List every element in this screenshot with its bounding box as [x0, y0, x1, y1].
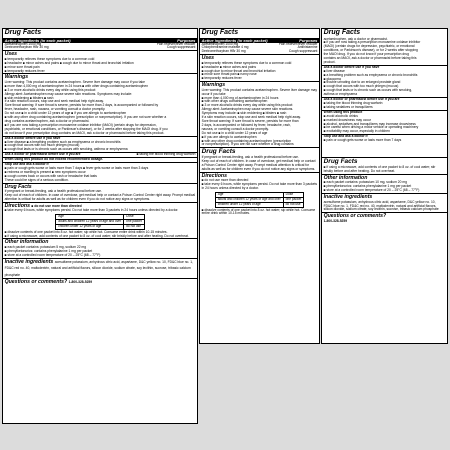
- warning-line: product.: [323, 59, 336, 64]
- ask-pharmacist-line: ■ taking sedatives or tranquilizers: [323, 104, 373, 109]
- other-info-line: ■ phenylketonurics: contains phenylalanine 1 mg per packet: [323, 184, 412, 189]
- dosage-table: [215, 192, 305, 207]
- warning-line: nausea, or vomiting consult a doctor promptly.: [201, 126, 269, 131]
- uses-line: ■ headache ■ minor aches and pains ■ cough due to minor throat and bronchial irritation: [4, 60, 134, 65]
- warning-line: If a skin reaction occurs, stop use and seek medical help right away.: [4, 99, 104, 104]
- warning-line: ■ with other drugs containing acetaminophen: [201, 99, 268, 104]
- drug-facts-panel-3: [321, 28, 448, 344]
- warning-line: 2 days, is accompanied or followed by fever, headache, rash,: [201, 122, 291, 127]
- warning-line: (MAOI) (certain drugs for depression, psychiatric, or emotional: [323, 44, 415, 49]
- active-ingredient-row: Acetaminophen 1000 mg Pain reliever/fever reducer: [4, 41, 196, 46]
- active-ingredients-header: Active ingredients (in each packet) Purposes: [201, 37, 318, 43]
- warning-line: psychiatric, or emotional conditions, or Parkinson's disease), or for 2 weeks after stopping the MAOI drug. If you: [4, 126, 168, 131]
- active-ingredients-header: Active ingredients (in each packet) Purposes: [4, 37, 196, 43]
- warning-line: Liver warning: This product contains acetaminophen. Severe liver damage may occur if you take: [201, 87, 317, 96]
- ask-doctor-line: ■ cough that occurs with too much phlegm (mucus): [4, 143, 80, 148]
- other-info-line: ■ phenylketonurics: contains phenylalanine 1 mg per packet: [4, 248, 93, 253]
- when-using-line: ■ be careful when driving a motor vehicle or operating machinery: [323, 125, 419, 130]
- drug-facts-panel-2: [199, 28, 320, 344]
- table-row: Age Dose: [215, 193, 304, 198]
- warning-line: contains an MAOI, ask a doctor or pharmacist before taking this: [323, 56, 417, 61]
- stop-use-header: Stop use and ask a doctor if: [3, 162, 197, 167]
- directions-line: ■ do not use more than directed: [201, 178, 249, 183]
- uses-line: ■ minor sore throat pain: [4, 64, 40, 69]
- ask-pharmacist-row: Ask a doctor or pharmacist before use if you are ■ taking the blood thinning drug warfarin: [4, 152, 196, 157]
- keep-out-of-reach: Keep out of reach of children. In case of overdose, get medical help or contact a Poison Control Center right away. Prompt medical attention is critical for adults as well as for children even if you do not notice any signs or symptoms.: [4, 193, 196, 201]
- uses-header: Uses: [200, 54, 319, 62]
- ask-pharmacist-line: ■ taking the blood thinning drug warfarin: [323, 101, 383, 105]
- when-using-header: When using this product: [322, 110, 447, 115]
- warning-line: Do not use ■ in a child under 12 years of age: [201, 130, 268, 135]
- other-info-line: ■ each packet contains: potassium 5 mg, sodium 22 mg: [4, 244, 87, 249]
- table-row: children under 12 years of age do not use: [215, 202, 304, 207]
- warning-line: Allergy alert: Acetaminophen may cause severe skin reactions.: [201, 107, 294, 112]
- table-row: Age Dose: [56, 215, 145, 220]
- warning-line: ■ with any other drug containing acetaminophen (prescription or nonprescription). If you are not sure whether a: [4, 115, 167, 120]
- directions-line: ■ take every 6 hours, while symptoms persist. Do not take more than 3 packets in 24 hours unless directed by a doctor.: [4, 208, 179, 213]
- uses-line: ■ temporarily relieves these symptoms due to a common cold: [4, 56, 95, 61]
- ask-doctor-line: ■ trouble urinating due to an enlarged prostate gland: [323, 80, 401, 85]
- warning-line: drug contains acetaminophen, ask a doctor or pharmacist.: [4, 119, 90, 123]
- inactive-ingredients-header: Inactive ingredients: [322, 193, 447, 201]
- pregnancy-warning: If pregnant or breast-feeding, ask a health professional before use.: [201, 155, 299, 160]
- directions-line: ■ if using a microwave, add contents of one packet to 8 oz. of cool water; stir briskly before and after heating. Do not overheat.: [323, 165, 436, 173]
- uses-line: ■ temporarily reduces fever: [4, 68, 45, 73]
- active-ingredient-row: Dextromethorphan HBr 30 mg Cough suppressant: [4, 45, 196, 50]
- warning-line: ■ if you are now taking a prescription monoamine oxidase inhibitor: [323, 40, 421, 45]
- dosage-table: [55, 214, 145, 229]
- warning-line: ■ 3 or more alcoholic drinks every day while using this product: [4, 87, 96, 92]
- directions-header: Directions ■ do not use more than directed: [3, 202, 197, 210]
- drug-facts-panel-1: [2, 28, 198, 424]
- stop-use-line: ■ redness or swelling is present ■ new symptoms occur: [4, 169, 86, 174]
- directions-line: ■ dissolve contents of one packet into 8 oz. hot water; sip while hot. Consume entire drink within 10-15 minutes.: [4, 229, 168, 234]
- ask-pharmacist-header: Ask a doctor or pharmacist before use if you are: [322, 97, 447, 102]
- active-ingredient-row: Dextromethorphan HBr 30 mg Cough suppressant: [201, 49, 318, 54]
- when-using-line: ■ excitability may occur, especially in children: [323, 129, 390, 134]
- directions-line: ■ take every 6 hours, while symptoms persist. Do not take more than 3 packets in 24 hours unless directed by a doctor.: [201, 182, 318, 191]
- stop-use-line: ■ cough comes back or occurs with rash or headache that lasts: [4, 173, 97, 178]
- pregnancy-warning: If pregnant or breast-feeding, ask a health professional before use.: [4, 189, 102, 194]
- warning-line: do not know if your prescription drug contains an MAOI, ask a doctor or pharmacist before taking this product.: [4, 130, 165, 135]
- warning-line: ■ if you are allergic to acetaminophen: [201, 134, 257, 139]
- active-ingredient-row: Acetaminophen 1000 mg Pain reliever/fever reducer: [201, 41, 318, 46]
- panel-title: Drug Facts: [4, 29, 42, 36]
- ask-doctor-line: ■ liver disease: [323, 68, 345, 73]
- stop-use-header: Stop use and ask a doctor if: [322, 134, 447, 139]
- warning-line: fever, headache, rash, nausea, or vomiting consult a doctor promptly.: [4, 107, 106, 112]
- ask-doctor-line: ■ cough that lasts or is chronic such as occurs with smoking,: [323, 88, 413, 93]
- when-using-header: When using this product do not exceed recommended dosage.: [3, 157, 197, 162]
- table-row: children under 12 years of age do not use: [56, 224, 145, 229]
- section-title: Drug Facts: [3, 183, 197, 191]
- warning-line: ■ if you are now taking a prescription monoamine oxidase inhibitor (MAOI) (certain drugs for depression,: [4, 122, 157, 127]
- ask-doctor-line: ■ cough that occurs with too much phlegm (mucus): [323, 84, 399, 89]
- phone-number: 1-800-328-5259: [323, 218, 348, 223]
- keep-out-of-reach: Keep out of reach of children. In case of overdose, get medical help or contact a Poison Control Center right away. Prompt medical attention is critical for adults as well as for children even if you do not notice any signs or symptoms.: [201, 159, 316, 172]
- warning-line: ■ more than 4,000 mg of acetaminophen in 24 hours: [201, 95, 279, 100]
- ask-doctor-line: ■ glaucoma: [323, 76, 341, 81]
- warning-line: Do not use ■ in a child under 12 years of age ■ if you are allergic to acetaminophen: [4, 111, 127, 116]
- when-using-line: ■ avoid alcoholic drinks: [323, 113, 358, 118]
- table-row: adults and children 12 years of age and over one packet: [215, 197, 304, 202]
- inactive-ingredients-text: acesulfame potassium, anhydrous citric acid, aspartame, D&C yellow no. 10, FD&C blue no. 1, FD&C red no. 40, maltodextrin, natural and artificial flavors, silicon dioxide, sodium citrate, soy lecithin, sucrose, tribasic calcium phosphate: [323, 199, 439, 212]
- directions-line: ■ dissolve contents of one packet into 8 oz. hot water; sip while hot. Consume entire drink within 10-15 minutes.: [201, 207, 316, 216]
- warning-line: ■ 3 or more alcoholic drinks every day while using this product: [201, 103, 293, 108]
- when-using-line: ■ marked drowsiness may occur: [323, 117, 372, 122]
- other-info-line: ■ store at a controlled room temperature of 20 – 25°C (68 – 77°F): [4, 252, 101, 257]
- uses-line: ■ temporarily reduces fever: [201, 76, 242, 81]
- uses-line: ■ headache ■ minor aches and pains: [201, 64, 256, 69]
- warning-line: ■ more than 4,000 mg of acetaminophen in 24 hours ■ with other drugs containing acetaminophen: [4, 83, 149, 88]
- stop-use-line: ■ pain or cough gets worse or lasts more than 7 days: [323, 138, 402, 143]
- other-info-header: Other information: [3, 238, 197, 246]
- warning-line: ■ with any other drug containing acetaminophen (prescription: [201, 138, 292, 143]
- table-row: adults and children 12 years of age and over one packet: [56, 220, 145, 225]
- uses-line: ■ temporarily relieves these symptoms due to a common cold: [201, 60, 292, 65]
- warnings-header: Warnings: [200, 81, 319, 89]
- active-ingredient-row: Chlorpheniramine maleate 4 mg Antihistamine: [201, 45, 318, 50]
- uses-line: ■ minor sore throat pain ■ runny nose: [201, 72, 257, 77]
- uses-header: Uses: [3, 50, 197, 58]
- warning-line: Sore throat warning: If sore throat is severe, persists for more than: [201, 119, 299, 123]
- directions-line: ■ if using a microwave, add contents of one packet to 8 oz. of cool water; stir briskly before and after heating. Do not overheat.: [4, 233, 189, 238]
- warning-line: acetaminophen, ask a doctor or pharmacist.: [323, 36, 388, 41]
- panel-title: Drug Facts: [201, 29, 239, 36]
- uses-line: ■ cough due to minor throat and bronchial irritation: [201, 68, 276, 73]
- stop-use-line: ■ pain or cough gets worse or lasts more than 7 days ■ fever gets worse or lasts more than 3 days: [4, 165, 149, 170]
- section-title: Drug Facts: [200, 147, 319, 156]
- warning-line: Liver warning: This product contains acetaminophen. Severe liver damage may occur if you take: [4, 79, 145, 84]
- warning-line: Allergy alert: Acetaminophen may cause severe skin reactions. Symptoms may include:: [4, 91, 133, 96]
- ask-doctor-line: ■ a breathing problem such as emphysema or chronic bronchitis: [323, 72, 418, 77]
- warning-line: If a skin reaction occurs, stop use and seek medical help right away.: [201, 115, 301, 120]
- other-info-line: ■ each packet contains: potassium 10 mg, sodium 20 mg: [323, 180, 407, 185]
- ask-doctor-header: Ask a doctor before use if you have: [322, 65, 447, 70]
- warning-line: ■ skin reddening ■ blisters ■ rash: [4, 95, 54, 100]
- other-info-header: Other information: [322, 174, 447, 182]
- when-using-line: ■ alcohol, sedatives and tranquilizers may increase drowsiness: [323, 121, 416, 126]
- ask-doctor-header: Ask a doctor before use if you have: [3, 136, 197, 141]
- ask-doctor-line: ■ cough that lasts or is chronic such as occurs with smoking, asthma or emphysema: [4, 147, 128, 152]
- inactive-ingredients: Inactive ingredients acesulfame potassium, anhydrous citric acid, aspartame, D&C yellow no. 10, FD&C blue no. 1, FD&C red no. 40, maltodextrin, natural and artificial flavors, silicon dioxide, sodium citrate, soy lecithin, sucrose, tribasic calcium phosphate: [3, 258, 197, 279]
- questions-header: Questions or comments?: [322, 212, 447, 220]
- panel-title: Drug Facts: [323, 29, 361, 36]
- warning-line: Symptoms may include: ■ skin reddening ■ blisters ■ rash: [201, 111, 287, 116]
- stop-use-line: These could be signs of a serious condition.: [4, 177, 69, 182]
- warnings-header: Warnings: [3, 73, 197, 81]
- ask-doctor-line: asthma or emphysema: [323, 92, 358, 97]
- other-info-line: ■ store at a controlled room temperature of 20 – 25°C (68 – 77°F): [323, 188, 420, 193]
- questions-header: Questions or comments? 1-800-328-5259: [3, 278, 197, 286]
- warning-line: Sore throat warning: If sore throat is severe, persists for more than 2 days, is accompanied or followed by: [4, 103, 159, 108]
- warning-line: the MAOI drug. If you do not know if your prescription drug: [323, 52, 409, 57]
- warning-line: conditions, or Parkinson's disease), or for 2 weeks after stopping: [323, 48, 418, 53]
- warning-line: or nonprescription). If you are not sure whether a drug contains: [201, 142, 294, 147]
- directions-header: Directions: [200, 172, 319, 180]
- section-title: Drug Facts: [322, 157, 447, 166]
- ask-doctor-line: ■ liver disease ■ a breathing problem such as emphysema or chronic bronchitis: [4, 139, 121, 144]
